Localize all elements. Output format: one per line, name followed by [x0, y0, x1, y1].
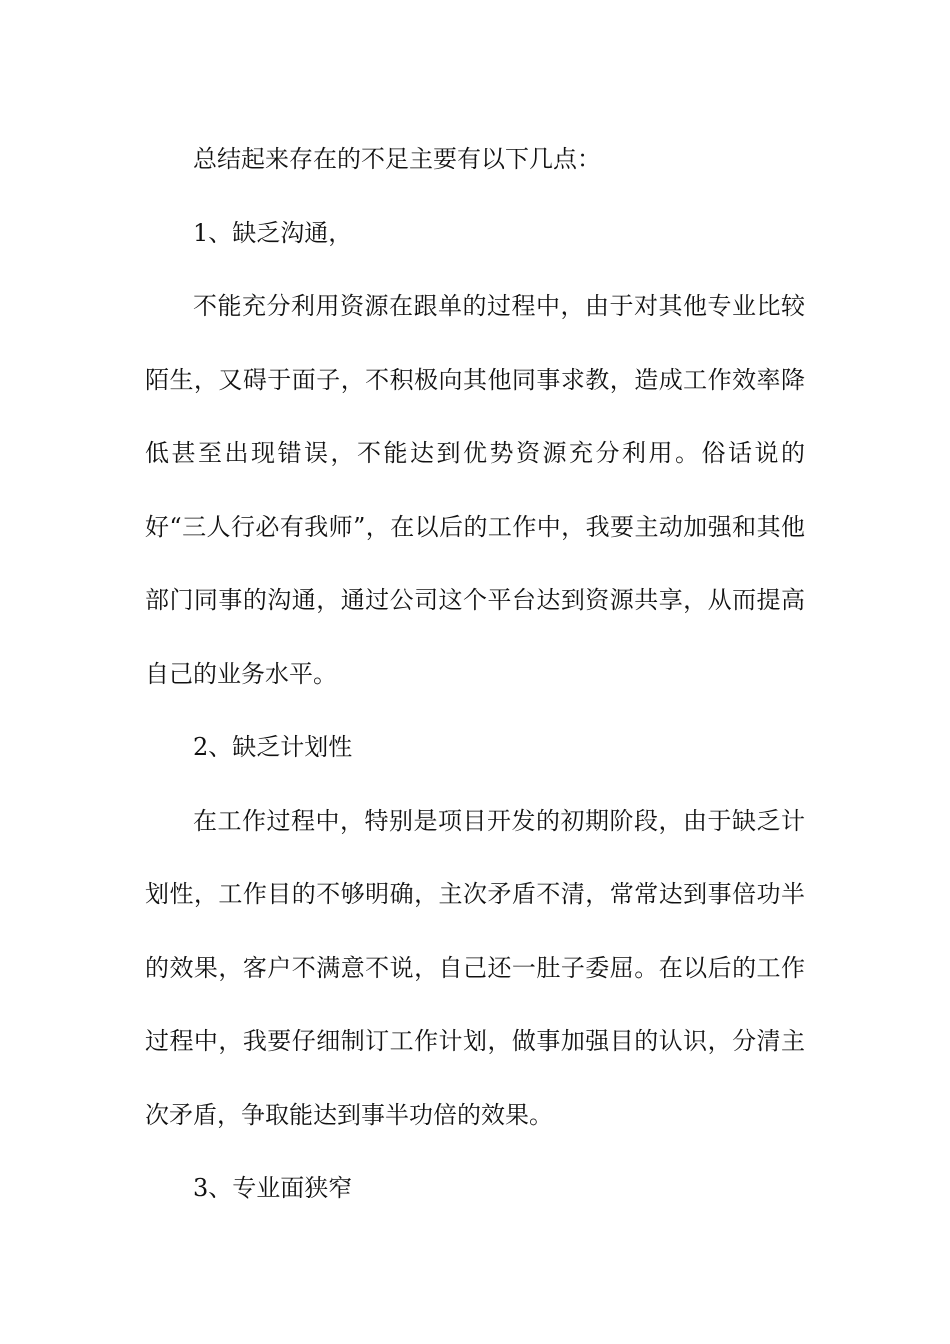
document-body — [145, 123, 805, 1226]
point-3-heading: 3、专业面狭窄 — [193, 1174, 353, 1202]
summary-intro-paragraph: 总结起来存在的不足主要有以下几点： — [193, 145, 601, 173]
point-2-body-paragraph: 在工作过程中，特别是项目开发的初期阶段，由于缺乏计划性，工作目的不够明确，主次矛盾不清，常常达到事倍功半的效果，客户不满意不说，自己还一肚子委屈。在以后的工作过程中，我要仔细制订工作计划，做事加强目的认识，分清主次矛盾，争取能达到事半功倍的效果。 — [145, 806, 805, 1129]
point-1-body-paragraph: 不能充分利用资源在跟单的过程中，由于对其他专业比较陌生，又碍于面子，不积极向其他同事求教，造成工作效率降低甚至出现错误，不能达到优势资源充分利用。俗话说的好“三人行必有我师”，在以后的工作中，我要主动加强和其他部门同事的沟通，通过公司这个平台达到资源共享，从而提高自己的业务水平。 — [145, 292, 805, 688]
point-2-heading: 2、缺乏计划性 — [193, 733, 353, 761]
point-1-heading: 1、缺乏沟通， — [193, 218, 353, 247]
